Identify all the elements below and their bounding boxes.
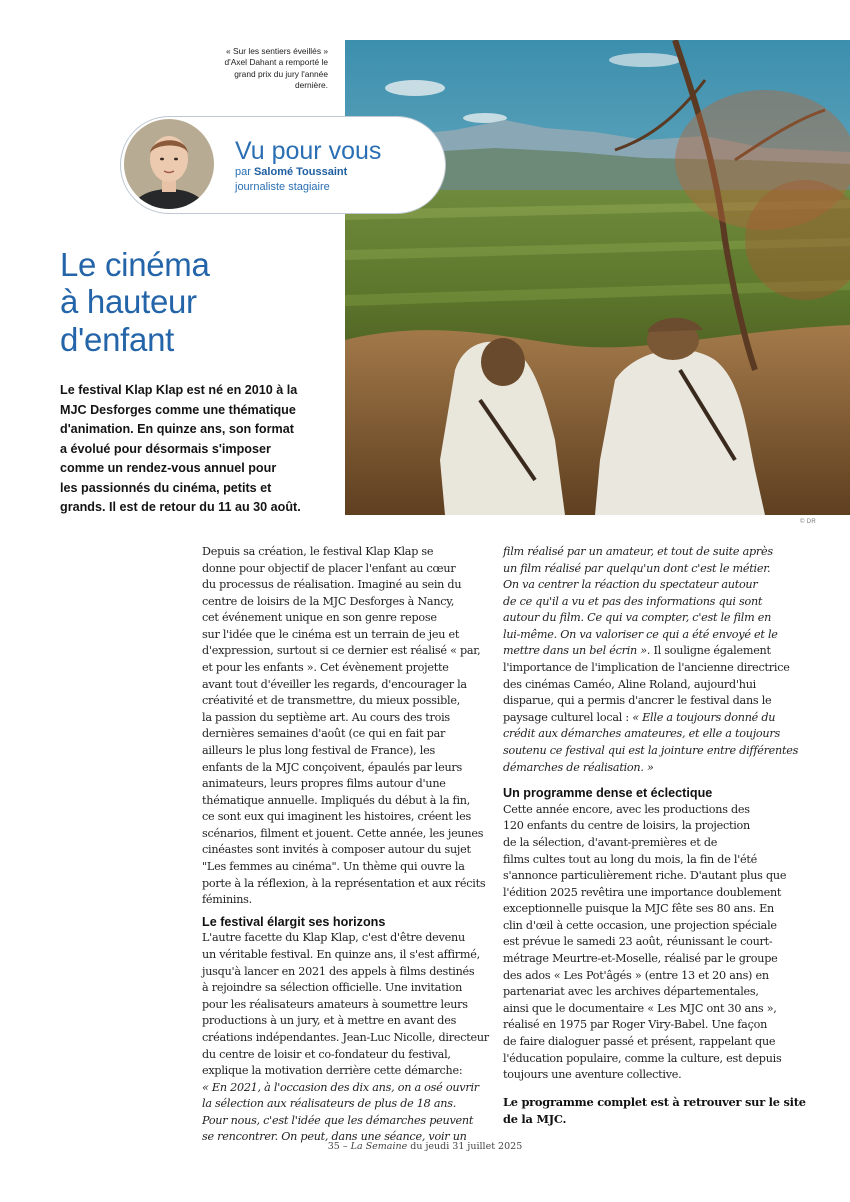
headline: Le cinéma à hauteur d'enfant	[60, 246, 210, 358]
paragraph-quote-continued: film réalisé par un amateur, et tout de suite après un film réalisé par quelqu'un dont c'est le métier. On va centrer la réaction du spectateur autour de ce qu'il a vu et pas des informations qui sont autour du film. Ce qui va compter, c'est le film en lui-même. On va valoriser ce qui a été envoyé et le mettre dans un bel écrin ». Il souligne également l'importance de l'implication de l'ancienne directrice des cinémas Caméo, Aline Roland, aujourd'hui disparue, qui a permis d'ancrer le festival dans le paysage culturel local : « Elle a toujours donné du crédit aux démarches amateures, et elle a toujours soutenu ce festival qui est la jointure entre différentes démarches de réalisation. »	[503, 545, 799, 774]
paragraph-intro: Depuis sa création, le festival Klap Klap se donne pour objectif de placer l'enfant au cœur du processus de réalisation. Imaginé au sein du centre de loisirs de la MJC Desforges à Nancy, cet événement unique en son genre repose sur l'idée que le cinéma est un terrain de jeu et d'expression, surtout si ce dernier est réalisé « par, et pour les enfants ». Cet évènement projette avant tout d'éveiller les regards, d'encourager la créativité et de transmettre, du mieux possible, la passion du septième art. Au cours des trois dernières semaines d'août (ce qui en fait par ailleurs le plus long festival de France), les enfants de la MJC conçoivent, épaulés par leurs animateurs, leurs propres films autour d'une thématique annuelle. Impliqués du début à la fin, ce sont eux qui imaginent les histoires, créent les scénarios, filment et jouent. Cette année, les jeunes cinéastes sont invités à composer autour du sujet "Les femmes au cinéma". Un thème qui ouvre la porte à la réflexion, à la représentation et aux récits féminins.	[202, 545, 486, 907]
author-name: Salomé Toussaint	[253, 166, 348, 178]
subheading-horizons: Le festival élargit ses horizons	[202, 914, 386, 929]
issue-date: du jeudi 31 juillet 2025	[410, 1141, 523, 1152]
lead-paragraph: Le festival Klap Klap est né en 2010 à la MJC Desforges comme une thématique d'animation. En quinze ans, son format a évolué pour désormais s'imposer comme un rendez-vous annuel pour les passionnés du cinéma, petits et grands. Il est de retour du 11 au 30 août.	[60, 383, 301, 515]
closing-note: Le programme complet est à retrouver sur le site de la MJC.	[503, 1094, 806, 1126]
photo-credit: © DR	[800, 519, 816, 525]
body-column-left	[202, 544, 494, 1146]
paragraph-programme: Cette année encore, avec les productions des 120 enfants du centre de loisirs, la projection de la sélection, d'avant-premières et de films cultes tout au long du mois, la fin de l'été s'annonce particulièrement riche. D'autant plus que l'édition 2025 revêtira une importance doublement exceptionnelle puisque la MJC fête ses 80 ans. En clin d'œil à cette occasion, une projection spéciale est prévue le samedi 23 août, réunissant le court- métrage Meurtre-et-Moselle, réalisé par le groupe des ados « Les Pot'âgés » (entre 13 et 20 ans) en partenariat avec les archives départementales, ainsi que le documentaire « Les MJC ont 30 ans », réalisé en 1975 par Roger Viry-Babel. Une façon de faire dialoguer passé et présent, rappelant que l'éducation populaire, comme la culture, est depuis toujours une aventure collective.	[503, 802, 787, 1082]
subheading-programme: Un programme dense et éclectique	[503, 786, 713, 801]
publication-name: La Semaine	[350, 1141, 408, 1152]
author-byline: par Salomé Toussaint	[235, 166, 348, 178]
section-title: Vu pour vous	[235, 137, 382, 165]
photo-caption: « Sur les sentiers éveillés » d'Axel Dahant a remporté le grand prix du jury l'année dernière.	[224, 46, 328, 91]
author-avatar	[124, 119, 214, 209]
author-role: journaliste stagiaire	[235, 181, 330, 193]
page-number: 35 –	[327, 1141, 348, 1152]
article-photo	[345, 40, 850, 515]
page-footer	[0, 1141, 850, 1152]
body-column-right	[503, 544, 806, 1127]
paragraph-horizons: L'autre facette du Klap Klap, c'est d'être devenu un véritable festival. En quinze ans, il s'est affirmé, jusqu'à lancer en 2021 des appels à films destinés à rejoindre sa sélection officielle. Une invitation pour les réalisateurs amateurs à soumettre leurs productions à un jury, et à mettre en avant des créations indépendantes. Jean-Luc Nicolle, directeur du centre de loisir et co-fondateur du festival, explique la motivation derrière cette démarche: « En 2021, à l'occasion des dix ans, on a osé ouvrir la sélection aux réalisateurs de plus de 18 ans. Pour nous, c'est l'idée que les démarches peuvent se rencontrer. On peut, dans une séance, voir un	[202, 931, 489, 1144]
